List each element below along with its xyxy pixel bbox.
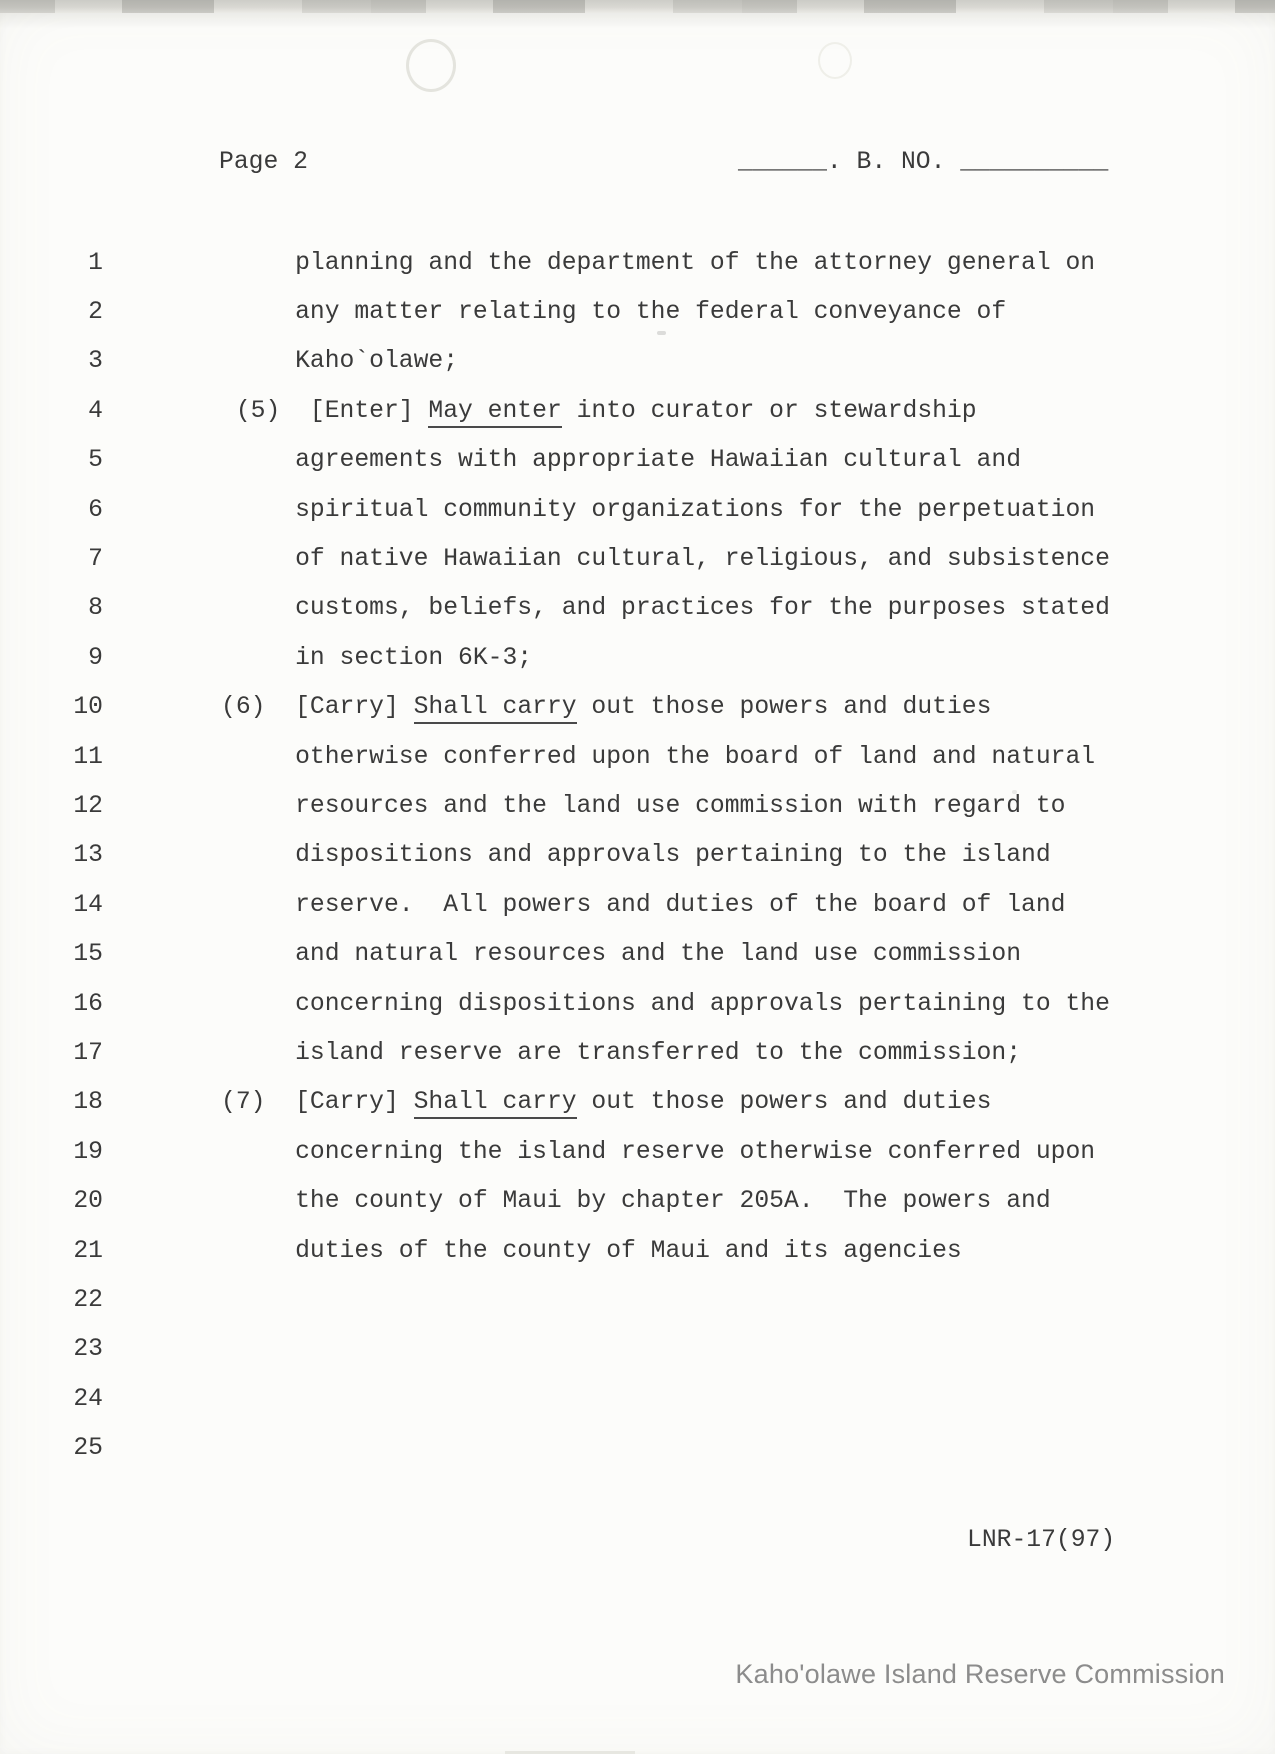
line-number: 4 (88, 396, 103, 425)
line-number: 3 (88, 347, 103, 376)
line-number: 12 (73, 791, 103, 820)
document-line (0, 485, 1275, 534)
document-line (0, 781, 1275, 830)
line-text-segment: otherwise conferred upon the board of land and natural (221, 742, 1096, 771)
line-text-segment: out those powers and duties (576, 693, 992, 722)
line-number: 2 (88, 298, 103, 327)
line-text (221, 644, 532, 672)
document-line (0, 633, 1275, 682)
line-text (221, 347, 458, 375)
line-text-segment: (6) [Carry] (221, 693, 414, 722)
document-line (0, 534, 1275, 583)
line-text-segment: planning and the department of the attorney general on (221, 248, 1096, 277)
line-number: 20 (73, 1187, 103, 1216)
line-text (221, 891, 1065, 919)
line-number: 10 (73, 693, 103, 722)
line-text (221, 1138, 1095, 1166)
line-number: 5 (88, 446, 103, 475)
line-number: 23 (73, 1335, 103, 1364)
line-number: 11 (73, 742, 103, 771)
line-text-segment: any matter relating to the federal conveyance of (221, 298, 1007, 327)
document-lines (0, 238, 1275, 1473)
line-text (221, 990, 1110, 1018)
document-line (0, 1423, 1275, 1472)
line-text-segment: dispositions and approvals pertaining to the island (221, 841, 1051, 870)
line-text-segment: customs, beliefs, and practices for the purposes stated (221, 594, 1110, 623)
line-text (221, 1039, 1021, 1067)
document-line (0, 880, 1275, 929)
line-text (221, 496, 1095, 524)
line-text (221, 397, 977, 425)
form-code: LNR-17(97) (967, 1526, 1116, 1554)
scan-speck (1012, 790, 1017, 794)
line-number: 1 (88, 248, 103, 277)
document-line (0, 1226, 1275, 1275)
punch-hole-shadow (818, 42, 852, 79)
document-line (0, 287, 1275, 336)
line-number: 22 (73, 1285, 103, 1314)
line-text-segment: Kaho`olawe; (221, 347, 459, 376)
document-line (0, 683, 1275, 732)
bill-number-blank: ______. B. NO. __________ (738, 148, 1109, 176)
line-text-segment: concerning the island reserve otherwise conferred upon (221, 1137, 1096, 1166)
line-number: 19 (73, 1137, 103, 1166)
watermark-text: Kaho'olawe Island Reserve Commission (735, 1659, 1225, 1689)
document-line (0, 732, 1275, 781)
line-text (221, 841, 1051, 869)
document-line (0, 929, 1275, 978)
line-text (221, 1187, 1051, 1215)
line-number: 16 (73, 989, 103, 1018)
line-number: 6 (88, 495, 103, 524)
line-text-segment: concerning dispositions and approvals pertaining to the (221, 989, 1110, 1018)
line-number: 25 (73, 1434, 103, 1463)
line-text (221, 298, 1006, 326)
amendment-insert-text: May enter (428, 397, 561, 428)
document-line (0, 386, 1275, 435)
document-line (0, 831, 1275, 880)
document-line (0, 584, 1275, 633)
amendment-insert-text: Shall carry (414, 693, 577, 724)
line-text-segment: resources and the land use commission with regard to (221, 791, 1066, 820)
document-line (0, 1275, 1275, 1324)
line-number: 13 (73, 841, 103, 870)
line-text-segment: and natural resources and the land use commission (221, 940, 1022, 969)
document-line (0, 1325, 1275, 1374)
line-text (221, 693, 991, 721)
line-text-segment: in section 6K-3; (221, 643, 533, 672)
line-number: 9 (88, 643, 103, 672)
amendment-insert-text: Shall carry (414, 1088, 577, 1119)
line-number: 7 (88, 545, 103, 574)
line-text-segment: (7) [Carry] (221, 1088, 414, 1117)
scan-edge-band (0, 0, 1275, 13)
line-text-segment: duties of the county of Maui and its agencies (221, 1236, 962, 1265)
document-line (0, 1127, 1275, 1176)
document-line (0, 337, 1275, 386)
line-number: 14 (73, 890, 103, 919)
document-line (0, 238, 1275, 287)
line-number: 8 (88, 594, 103, 623)
line-text (221, 1088, 991, 1116)
document-line (0, 1078, 1275, 1127)
page-number-label: Page 2 (219, 148, 308, 176)
line-text (221, 1237, 962, 1265)
line-text-segment: island reserve are transferred to the commission; (221, 1038, 1022, 1067)
line-text-segment: the county of Maui by chapter 205A. The powers and (221, 1187, 1051, 1216)
line-text (221, 594, 1110, 622)
line-text-segment: reserve. All powers and duties of the board of land (221, 890, 1066, 919)
document-line (0, 1176, 1275, 1225)
line-text-segment: out those powers and duties (576, 1088, 992, 1117)
line-number: 21 (73, 1236, 103, 1265)
document-line (0, 1374, 1275, 1423)
line-text (221, 249, 1095, 277)
line-number: 24 (73, 1384, 103, 1413)
line-text (221, 743, 1095, 771)
line-text-segment: into curator or stewardship (561, 396, 977, 425)
line-text-segment: (5) [Enter] (221, 396, 429, 425)
line-number: 15 (73, 940, 103, 969)
document-line (0, 436, 1275, 485)
line-text-segment: of native Hawaiian cultural, religious, and subsistence (221, 545, 1110, 574)
line-number: 17 (73, 1038, 103, 1067)
punch-hole-shadow (406, 39, 456, 92)
document-line (0, 979, 1275, 1028)
line-text (221, 545, 1110, 573)
line-text (221, 940, 1021, 968)
line-text-segment: agreements with appropriate Hawaiian cultural and (221, 446, 1022, 475)
line-text (221, 792, 1065, 820)
line-text-segment: spiritual community organizations for the perpetuation (221, 495, 1096, 524)
line-text (221, 446, 1021, 474)
document-line (0, 1028, 1275, 1077)
scan-speck (657, 331, 666, 335)
line-number: 18 (73, 1088, 103, 1117)
